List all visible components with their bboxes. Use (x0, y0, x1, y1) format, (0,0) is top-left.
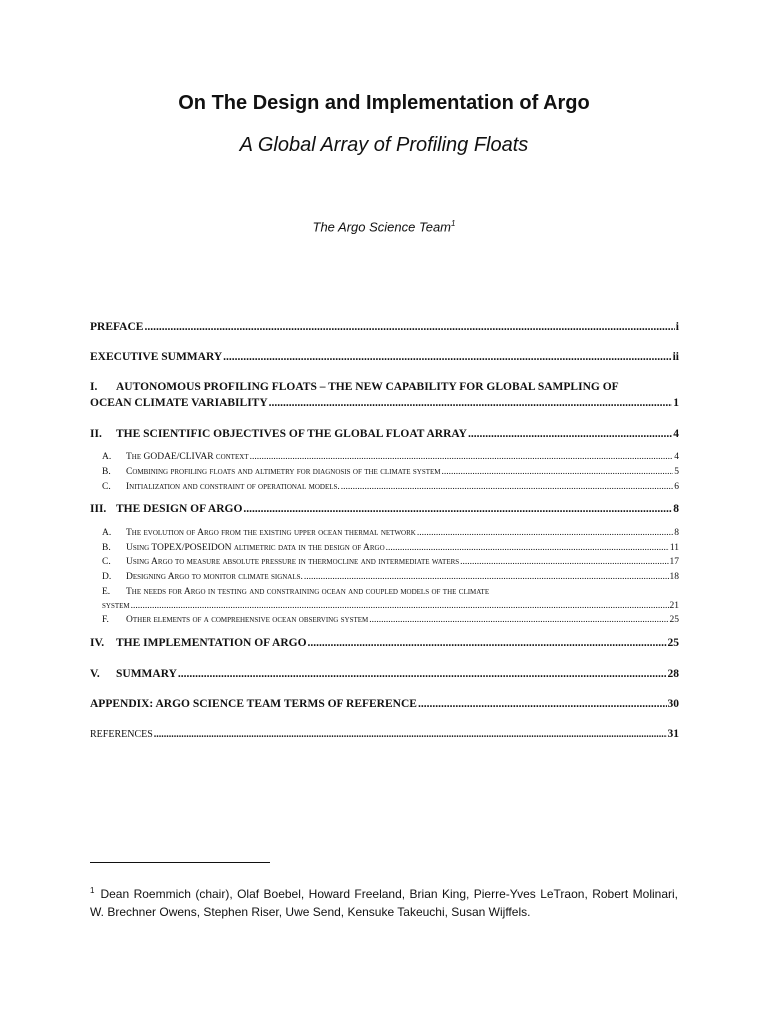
toc-item-letter: A. (102, 452, 112, 462)
toc-entry-references[interactable] (90, 728, 679, 740)
toc-section-number: III. (90, 503, 107, 515)
toc-page: ii (672, 351, 679, 363)
toc-leader (269, 397, 673, 409)
toc-entry-section-1[interactable] (90, 397, 679, 409)
toc-label: THE IMPLEMENTATION OF ARGO (116, 637, 307, 649)
author-name: The Argo Science Team (312, 219, 452, 235)
toc-page: i (675, 321, 679, 333)
toc-entry-3b[interactable] (90, 543, 679, 553)
toc-entry-section-2[interactable] (90, 428, 679, 440)
toc-leader (131, 601, 669, 611)
toc-entry-3e[interactable] (90, 601, 679, 611)
toc-page: 31 (667, 728, 679, 740)
toc-leader (304, 572, 669, 582)
toc-section-number: I. (90, 381, 98, 393)
toc-label: SUMMARY (116, 668, 177, 680)
toc-entry-section-3[interactable] (90, 503, 679, 515)
toc-page: 4 (674, 452, 679, 462)
toc-label: EXECUTIVE SUMMARY (90, 351, 223, 363)
toc-page: 28 (667, 668, 679, 680)
document-subtitle: A Global Array of Profiling Floats (239, 134, 529, 156)
toc-entry-preface[interactable] (90, 321, 679, 333)
toc-page: 18 (669, 572, 679, 582)
toc-leader (223, 351, 671, 363)
toc-label: PREFACE (90, 321, 144, 333)
toc-label: Using TOPEX/POSEIDON altimetric data in the design of Argo (126, 543, 385, 553)
toc-page: 1 (673, 397, 679, 409)
toc-entry-3e-line1[interactable] (90, 587, 679, 597)
toc-item-letter: A. (102, 528, 112, 538)
toc-item-letter: C. (102, 557, 111, 567)
toc-entry-3a[interactable] (90, 528, 679, 538)
toc-page: 4 (673, 428, 679, 440)
toc-item-letter: E. (102, 587, 111, 597)
toc-leader (460, 557, 668, 567)
toc-entry-3f[interactable] (90, 615, 679, 625)
toc-leader (308, 637, 667, 649)
toc-entry-3c[interactable] (90, 557, 679, 567)
toc-page: 30 (667, 698, 679, 710)
toc-entry-section-4[interactable] (90, 637, 679, 649)
document-author (0, 219, 768, 234)
toc-item-letter: B. (102, 543, 111, 553)
toc-entry-3d[interactable] (90, 572, 679, 582)
toc-page: 8 (673, 503, 679, 515)
toc-entry-2a[interactable] (90, 452, 679, 462)
toc-page: 25 (669, 615, 679, 625)
toc-entry-executive-summary[interactable] (90, 351, 679, 363)
toc-leader (417, 528, 673, 538)
toc-leader (250, 452, 674, 462)
toc-leader (243, 503, 672, 515)
toc-page: 17 (669, 557, 679, 567)
toc-item-letter: B. (102, 467, 111, 477)
toc-leader (418, 698, 667, 710)
toc-entry-2b[interactable] (90, 467, 679, 477)
toc-entry-2c[interactable] (90, 482, 679, 492)
toc-label: Designing Argo to monitor climate signals. (126, 572, 303, 582)
footnote-text: Dean Roemmich (chair), Olaf Boebel, Howard Freeland, Brian King, Pierre-Yves LeTraon, Robert Molinari, W. Brechner Owens, Stephen Riser, Uwe Send, Kensuke Takeuchi, Susan Wijffels. (90, 887, 678, 919)
toc-label: Initialization and constraint of operational models. (126, 482, 340, 492)
toc-entry-section-5[interactable] (90, 668, 679, 680)
document-title: On The Design and Implementation of Argo (178, 92, 590, 114)
toc-label: system (102, 601, 130, 611)
toc-label: The needs for Argo in testing and constraining ocean and coupled models of the climate (126, 587, 490, 597)
toc-page: 5 (674, 467, 679, 477)
toc-leader (154, 729, 667, 740)
footnote-mark: 1 (90, 886, 95, 895)
toc-label: Other elements of a comprehensive ocean observing system (126, 615, 369, 625)
toc-label: The GODAE/CLIVAR context (126, 452, 249, 462)
toc-label: THE DESIGN OF ARGO (116, 503, 243, 515)
toc-page: 8 (674, 528, 679, 538)
toc-page: 11 (669, 543, 679, 553)
toc-leader (178, 668, 667, 680)
toc-label: THE SCIENTIFIC OBJECTIVES OF THE GLOBAL FLOAT ARRAY (116, 428, 467, 440)
toc-leader (468, 428, 672, 440)
toc-leader (442, 467, 674, 477)
toc-leader (144, 321, 674, 333)
toc-page: 25 (667, 637, 679, 649)
toc-label: APPENDIX: ARGO SCIENCE TEAM TERMS OF REFERENCE (90, 698, 417, 710)
toc-section-number: IV. (90, 637, 105, 649)
toc-leader (341, 482, 673, 492)
toc-entry-section-1-line1[interactable] (90, 381, 679, 393)
toc-leader (369, 615, 668, 625)
author-footnote-mark: 1 (451, 219, 456, 228)
footnote-rule (90, 862, 270, 863)
toc-label: REFERENCES (90, 729, 153, 740)
toc-label: Using Argo to measure absolute pressure in thermocline and intermediate waters (126, 557, 460, 567)
toc-page: 6 (674, 482, 679, 492)
toc-item-letter: D. (102, 572, 112, 582)
toc-label: Combining profiling floats and altimetry for diagnosis of the climate system (126, 467, 441, 477)
toc-section-number: II. (90, 428, 102, 440)
toc-item-letter: C. (102, 482, 111, 492)
toc-section-number: V. (90, 668, 100, 680)
toc-label: The evolution of Argo from the existing upper ocean thermal network (126, 528, 416, 538)
footnote (90, 882, 678, 921)
toc-label: AUTONOMOUS PROFILING FLOATS – THE NEW CAPABILITY FOR GLOBAL SAMPLING OF (116, 381, 619, 393)
toc-page: 21 (669, 601, 679, 611)
toc-item-letter: F. (102, 615, 109, 625)
toc-label: OCEAN CLIMATE VARIABILITY (90, 397, 268, 409)
toc-leader (386, 543, 669, 553)
toc-entry-appendix[interactable] (90, 698, 679, 710)
